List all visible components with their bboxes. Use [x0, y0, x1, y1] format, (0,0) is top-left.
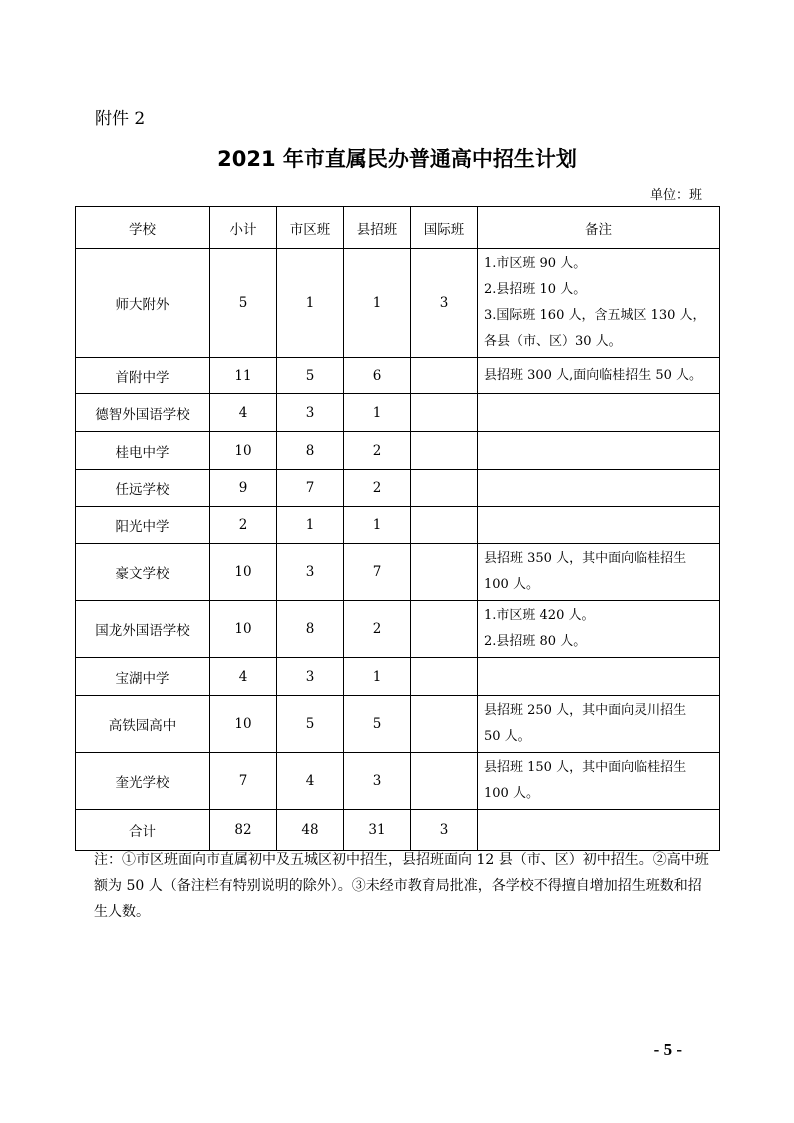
table-row — [76, 544, 720, 601]
intl-class-cell — [411, 658, 478, 696]
footnote: 注：①市区班面向市直属初中及五城区初中招生，县招班面向 12 县（市、区）初中招生。②高中班额为 50 人（备注栏有特别说明的除外）。③未经市教育局批准，各学校不得擅自增加招生班数和招生人数。 — [94, 852, 709, 920]
column-header: 县招班 — [344, 207, 411, 249]
note-line: 2.县招班 80 人。 — [484, 634, 587, 649]
intl-class-cell — [411, 470, 478, 507]
county-class-cell: 5 — [344, 696, 411, 753]
intl-class-cell — [411, 696, 478, 753]
total-city: 48 — [277, 810, 344, 851]
column-header: 小计 — [210, 207, 277, 249]
table-row — [76, 249, 720, 358]
intl-class-cell — [411, 544, 478, 601]
school-cell: 国龙外国语学校 — [76, 601, 210, 658]
county-class-cell: 2 — [344, 470, 411, 507]
subtotal-cell: 9 — [210, 470, 277, 507]
school-cell: 阳光中学 — [76, 507, 210, 544]
notes-cell — [478, 507, 720, 544]
subtotal-cell: 2 — [210, 507, 277, 544]
school-cell: 宝湖中学 — [76, 658, 210, 696]
header-row — [76, 207, 720, 249]
note-line: 1.市区班 420 人。 — [484, 608, 595, 623]
city-class-cell: 3 — [277, 544, 344, 601]
city-class-cell: 3 — [277, 658, 344, 696]
city-class-cell: 8 — [277, 601, 344, 658]
city-class-cell: 5 — [277, 358, 344, 394]
note-line: 100 人。 — [484, 786, 539, 801]
notes-cell — [478, 753, 720, 810]
intl-class-cell — [411, 394, 478, 432]
county-class-cell: 2 — [344, 601, 411, 658]
city-class-cell: 1 — [277, 507, 344, 544]
table-row — [76, 358, 720, 394]
notes-cell — [478, 249, 720, 358]
total-row — [76, 810, 720, 851]
subtotal-cell: 10 — [210, 544, 277, 601]
county-class-cell: 6 — [344, 358, 411, 394]
column-header: 备注 — [478, 207, 720, 249]
school-cell: 桂电中学 — [76, 432, 210, 470]
intl-class-cell — [411, 507, 478, 544]
note-line: 县招班 350 人，其中面向临桂招生 — [484, 551, 687, 566]
notes-cell — [478, 544, 720, 601]
total-subtotal: 82 — [210, 810, 277, 851]
notes-cell — [478, 470, 720, 507]
subtotal-cell: 11 — [210, 358, 277, 394]
page-title: 2021 年市直属民办普通高中招生计划 — [217, 147, 577, 171]
total-notes — [478, 810, 720, 851]
intl-class-cell — [411, 432, 478, 470]
county-class-cell: 2 — [344, 432, 411, 470]
subtotal-cell: 7 — [210, 753, 277, 810]
table-row — [76, 432, 720, 470]
intl-class-cell — [411, 753, 478, 810]
intl-class-cell: 3 — [411, 249, 478, 358]
county-class-cell: 3 — [344, 753, 411, 810]
school-cell: 首附中学 — [76, 358, 210, 394]
total-county: 31 — [344, 810, 411, 851]
total-label: 合计 — [76, 810, 210, 851]
column-header: 市区班 — [277, 207, 344, 249]
school-cell: 德智外国语学校 — [76, 394, 210, 432]
subtotal-cell: 4 — [210, 394, 277, 432]
intl-class-cell — [411, 601, 478, 658]
county-class-cell: 1 — [344, 249, 411, 358]
note-line: 100 人。 — [484, 577, 539, 592]
attachment-label: 附件 2 — [95, 109, 146, 129]
intl-class-cell — [411, 358, 478, 394]
school-cell: 豪文学校 — [76, 544, 210, 601]
notes-cell — [478, 394, 720, 432]
city-class-cell: 8 — [277, 432, 344, 470]
table-row — [76, 507, 720, 544]
note-line: 3.国际班 160 人，含五城区 130 人， — [484, 308, 706, 323]
subtotal-cell: 10 — [210, 432, 277, 470]
school-cell: 任远学校 — [76, 470, 210, 507]
notes-cell — [478, 658, 720, 696]
total-intl: 3 — [411, 810, 478, 851]
page-number: - 5 - — [653, 1040, 682, 1059]
note-line: 1.市区班 90 人。 — [484, 256, 587, 271]
county-class-cell: 1 — [344, 658, 411, 696]
note-line: 县招班 300 人,面向临桂招生 50 人。 — [484, 367, 703, 383]
city-class-cell: 5 — [277, 696, 344, 753]
city-class-cell: 7 — [277, 470, 344, 507]
county-class-cell: 1 — [344, 394, 411, 432]
county-class-cell: 7 — [344, 544, 411, 601]
city-class-cell: 3 — [277, 394, 344, 432]
note-line: 50 人。 — [484, 729, 531, 744]
column-header: 学校 — [76, 207, 210, 249]
school-cell: 师大附外 — [76, 249, 210, 358]
notes-cell — [478, 601, 720, 658]
note-line: 各县（市、区）30 人。 — [484, 334, 622, 349]
subtotal-cell: 10 — [210, 696, 277, 753]
city-class-cell: 4 — [277, 753, 344, 810]
subtotal-cell: 5 — [210, 249, 277, 358]
county-class-cell: 1 — [344, 507, 411, 544]
notes-cell — [478, 358, 720, 394]
school-cell: 高铁园高中 — [76, 696, 210, 753]
note-line: 县招班 250 人，其中面向灵川招生 — [484, 703, 687, 718]
city-class-cell: 1 — [277, 249, 344, 358]
table-row — [76, 394, 720, 432]
note-line: 县招班 150 人，其中面向临桂招生 — [484, 760, 687, 775]
table-row — [76, 753, 720, 810]
subtotal-cell: 4 — [210, 658, 277, 696]
subtotal-cell: 10 — [210, 601, 277, 658]
unit-label: 单位：班 — [649, 188, 702, 203]
notes-cell — [478, 432, 720, 470]
table-row — [76, 696, 720, 753]
enrollment-plan-table — [75, 206, 720, 851]
table-row — [76, 470, 720, 507]
table-row — [76, 601, 720, 658]
column-header: 国际班 — [411, 207, 478, 249]
school-cell: 奎光学校 — [76, 753, 210, 810]
note-line: 2.县招班 10 人。 — [484, 282, 587, 297]
table-row — [76, 658, 720, 696]
notes-cell — [478, 696, 720, 753]
